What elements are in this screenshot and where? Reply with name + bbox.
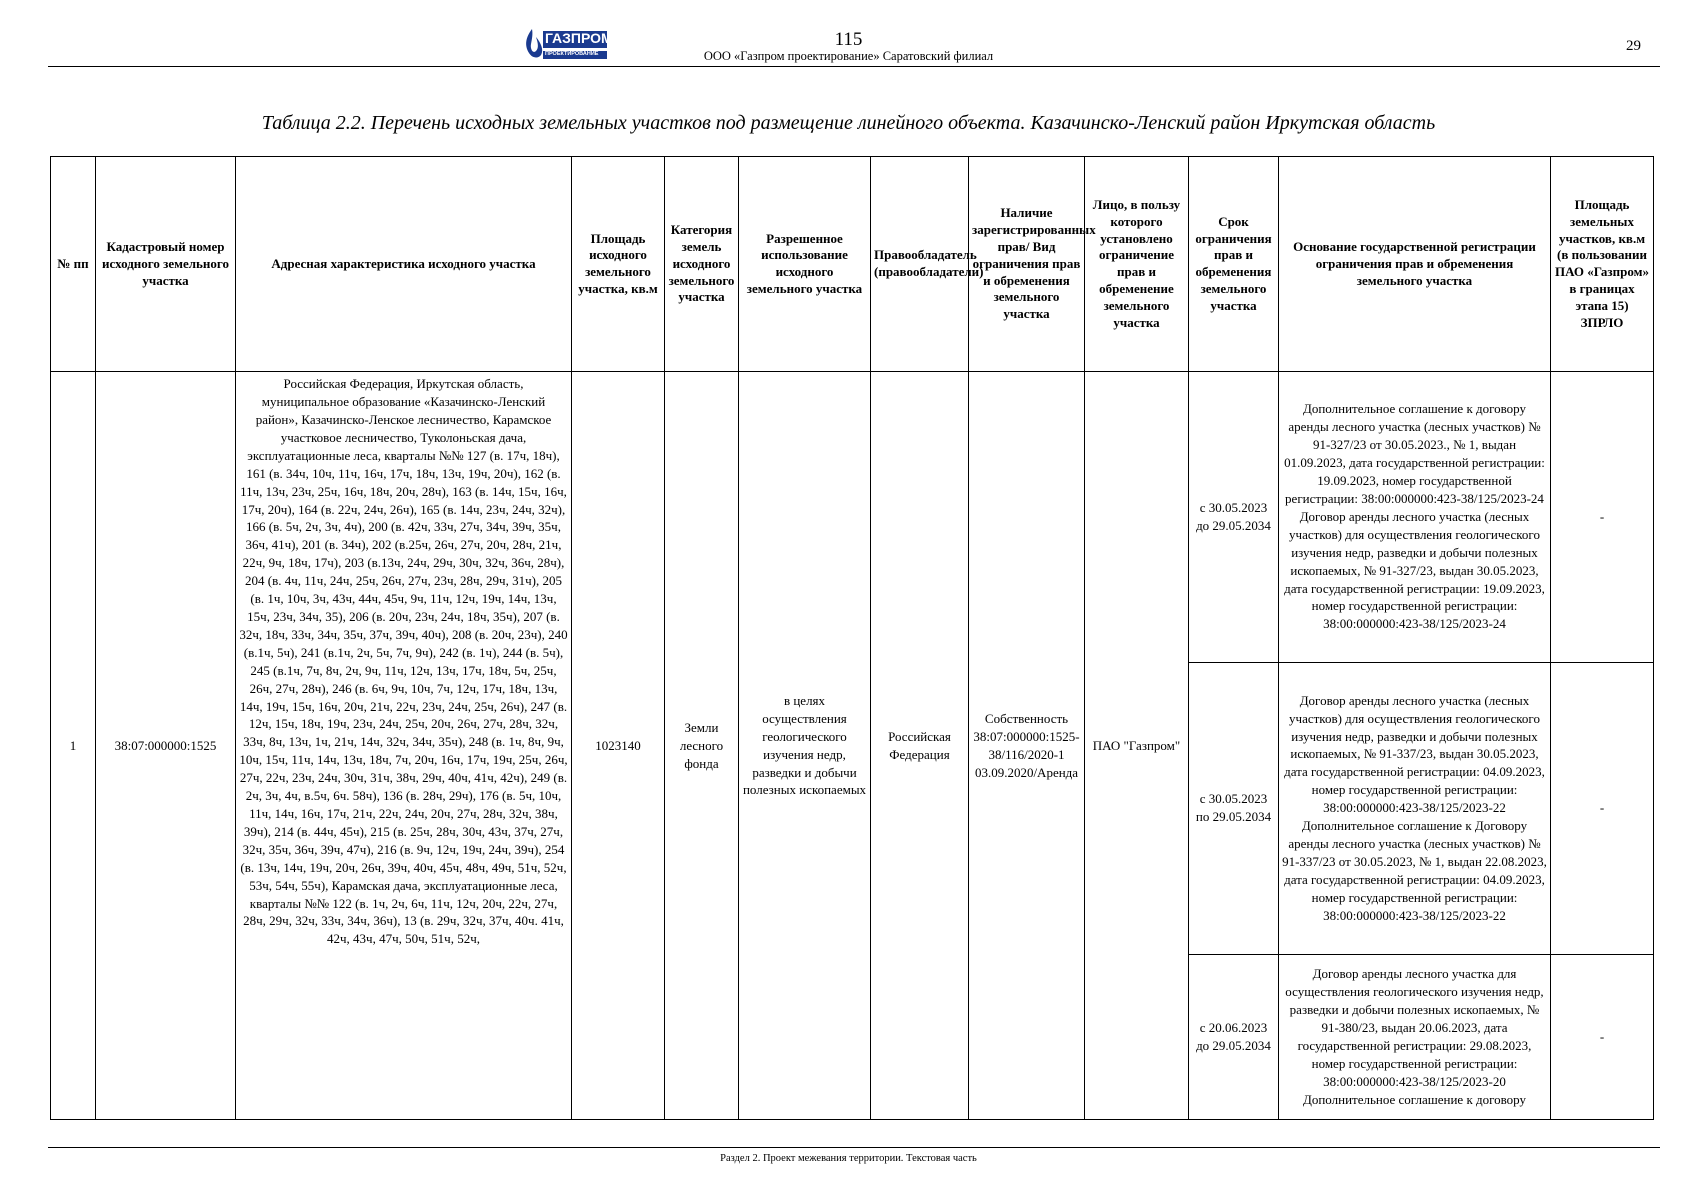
col-area: Площадь исходного земельного участка, кв.м <box>572 157 665 372</box>
col-usage-area: Площадь земельных участков, кв.м (в пользовании ПАО «Газпром» в границах этапа 15) ЗПРЛО <box>1551 157 1654 372</box>
table-caption: Таблица 2.2. Перечень исходных земельных участков под размещение линейного объекта. Казачинско-Ленский район Иркутская область <box>261 112 1436 134</box>
col-beneficiary: Лицо, в пользу которого установлено ограничение прав и обременение земельного участка <box>1085 157 1189 372</box>
table-row <box>51 372 1654 662</box>
cell-holder: Российская Федерация <box>871 372 969 1120</box>
cell-term: с 30.05.2023 до 29.05.2034 <box>1189 372 1279 662</box>
col-holder: Правообладатель (правообладатели) <box>871 157 969 372</box>
col-basis: Основание государственной регистрации ограничения прав и обременения земельного участка <box>1279 157 1551 372</box>
col-address: Адресная характеристика исходного участка <box>236 157 572 372</box>
header-rule <box>48 66 1660 67</box>
logo-subtext: ПРОЕКТИРОВАНИЕ <box>545 51 599 57</box>
cell-category: Земли лесного фонда <box>665 372 739 1120</box>
cell-num: 1 <box>51 372 96 1120</box>
logo-text: ГАЗПРОМ <box>545 30 613 46</box>
cell-usage-area: - <box>1551 954 1654 1119</box>
cell-basis: Дополнительное соглашение к договору аренды лесного участка (лесных участков) № 91-327/23 от 30.05.2023., № 1, выдан 01.09.2023, дата государственной регистрации: 19.09.2023, номер государственной регистрации: 38:00:000000:423-38/125/2023-24 Договор аренды лесного участка (лесных участков) для осуществления геологического изучения недр, разведки и добычи полезных ископаемых, № 91-327/23, выдан 30.05.2023, дата государственной регистрации: 19.09.2023, номер государственной регистрации: 38:00:000000:423-38/125/2023-24 <box>1279 372 1551 662</box>
cell-beneficiary: ПАО "Газпром" <box>1085 372 1189 1120</box>
page-number: 115 <box>834 29 863 50</box>
col-permitted-use: Разрешенное использование исходного земельного участка <box>739 157 871 372</box>
col-term: Срок ограничения прав и обременения земельного участка <box>1189 157 1279 372</box>
col-rights: Наличие зарегистрированных прав/ Вид ограничения прав и обременения земельного участка <box>969 157 1085 372</box>
cell-permitted-use: в целях осуществления геологического изучения недр, разведки и добычи полезных ископаемых <box>739 372 871 1120</box>
col-cadastral: Кадастровый номер исходного земельного участка <box>96 157 236 372</box>
sheet-number: 29 <box>1626 38 1641 54</box>
cell-basis: Договор аренды лесного участка для осуществления геологического изучения недр, разведки и добычи полезных ископаемых, № 91-380/23, выдан 20.06.2023, дата государственной регистрации: 29.08.2023, номер государственной регистрации: 38:00:000000:423-38/125/2023-20 Дополнительное соглашение к договору <box>1279 954 1551 1119</box>
cell-usage-area: - <box>1551 372 1654 662</box>
cell-rights: Собственность 38:07:000000:1525-38/116/2020-1 03.09.2020/Аренда <box>969 372 1085 1120</box>
cell-area: 1023140 <box>572 372 665 1120</box>
cell-term: с 20.06.2023 до 29.05.2034 <box>1189 954 1279 1119</box>
cell-usage-area: - <box>1551 662 1654 954</box>
company-name: ООО «Газпром проектирование» Саратовский филиал <box>703 49 994 63</box>
footer-text: Раздел 2. Проект межевания территории. Текстовая часть <box>720 1153 977 1164</box>
col-category: Категория земель исходного земельного участка <box>665 157 739 372</box>
cell-basis: Договор аренды лесного участка (лесных участков) для осуществления геологического изучения недр, разведки и добычи полезных ископаемых, № 91-337/23, выдан 30.05.2023, дата государственной регистрации: 04.09.2023, номер государственной регистрации: 38:00:000000:423-38/125/2023-22 Дополнительное соглашение к Договору аренды лесного участка (лесных участков) № 91-337/23 от 30.05.2023, № 1, выдан 22.08.2023, дата государственной регистрации: 04.09.2023, номер государственной регистрации: 38:00:000000:423-38/125/2023-22 <box>1279 662 1551 954</box>
cell-term: с 30.05.2023 по 29.05.2034 <box>1189 662 1279 954</box>
cell-cadastral: 38:07:000000:1525 <box>96 372 236 1120</box>
parcels-table <box>50 156 1654 1120</box>
footer-rule <box>48 1147 1660 1148</box>
cell-address: Российская Федерация, Иркутская область, муниципальное образование «Казачинско-Ленский район», Казачинско-Ленское лесничество, Карамское участковое лесничество, Туколоньская дача, эксплуатационные леса, кварталы №№ 127 (в. 17ч, 18ч), 161 (в. 34ч, 10ч, 11ч, 16ч, 17ч, 18ч, 13ч, 19ч, 20ч), 162 (в. 11ч, 13ч, 23ч, 25ч, 16ч, 18ч, 20ч, 28ч), 163 (в. 14ч, 15ч, 16ч, 17ч, 20ч), 164 (в. 22ч, 24ч, 26ч), 165 (в. 14ч, 23ч, 24ч, 32ч), 166 (в. 5ч, 2ч, 3ч, 4ч), 200 (в. 42ч, 33ч, 27ч, 34ч, 39ч, 35ч, 36ч, 41ч), 201 (в. 34ч), 202 (в.25ч, 26ч, 27ч, 20ч, 28ч, 21ч, 22ч, 9ч, 18ч, 17ч), 203 (в.13ч, 24ч, 29ч, 30ч, 32ч, 36ч, 28ч), 204 (в. 4ч, 11ч, 24ч, 25ч, 26ч, 27ч, 23ч, 28ч, 29ч, 31ч), 205 (в. 1ч, 10ч, 3ч, 43ч, 44ч, 45ч, 9ч, 11ч, 12ч, 19ч, 14ч, 13ч, 15ч, 23ч, 34ч, 35), 206 (в. 20ч, 23ч, 24ч, 18ч, 35ч), 207 (в. 32ч, 18ч, 33ч, 34ч, 35ч, 37ч, 39ч, 40ч), 208 (в. 20ч, 23ч), 240 (в.1ч, 5ч), 241 (в.1ч, 2ч, 5ч, 7ч, 9ч), 242 (в. 1ч), 244 (в. 5ч), 245 (в.1ч, 7ч, 8ч, 2ч, 9ч, 11ч, 12ч, 13ч, 17ч, 18ч, 5ч, 25ч, 26ч, 27ч, 28ч), 246 (в. 6ч, 9ч, 10ч, 7ч, 12ч, 17ч, 18ч, 13ч, 14ч, 19ч, 15ч, 16ч, 20ч, 21ч, 22ч, 23ч, 24ч, 25ч, 26ч), 247 (в. 12ч, 15ч, 18ч, 19ч, 23ч, 24ч, 25ч, 20ч, 26ч, 27ч, 28ч, 32ч, 33ч, 8ч, 13ч, 1ч, 21ч, 14ч, 32ч, 34ч, 35ч), 248 (в. 1ч, 8ч, 9ч, 10ч, 15ч, 11ч, 14ч, 13ч, 18ч, 7ч, 20ч, 16ч, 17ч, 19ч, 25ч, 26ч, 27ч, 22ч, 23ч, 24ч, 30ч, 31ч, 38ч, 29ч, 40ч, 41ч, 42ч), 249 (в. 2ч, 3ч, 4ч, в.5ч, 6ч. 58ч), 136 (в. 28ч, 29ч), 176 (в. 5ч, 10ч, 11ч, 14ч, 16ч, 17ч, 21ч, 22ч, 24ч, 20ч, 27ч, 28ч, 32ч, 38ч, 39ч), 214 (в. 44ч, 45ч), 215 (в. 25ч, 28ч, 30ч, 43ч, 37ч, 27ч, 32ч, 35ч, 36ч, 39ч, 47ч), 216 (в. 9ч, 12ч, 19ч, 24ч, 39ч), 254 (в. 13ч, 14ч, 19ч, 20ч, 26ч, 39ч, 40ч, 45ч, 48ч, 49ч, 51ч, 52ч, 53ч, 54ч, 55ч), Карамская дача, эксплуатационные леса, кварталы №№ 122 (в. 1ч, 2ч, 6ч, 11ч, 12ч, 20ч, 22ч, 27ч, 28ч, 29ч, 32ч, 33ч, 34ч, 36ч), 13 (в. 29ч, 32ч, 37ч, 40ч. 41ч, 42ч, 43ч, 47ч, 50ч, 51ч, 52ч, <box>236 372 572 1120</box>
col-num: № пп <box>51 157 96 372</box>
table-header-row <box>51 157 1654 372</box>
